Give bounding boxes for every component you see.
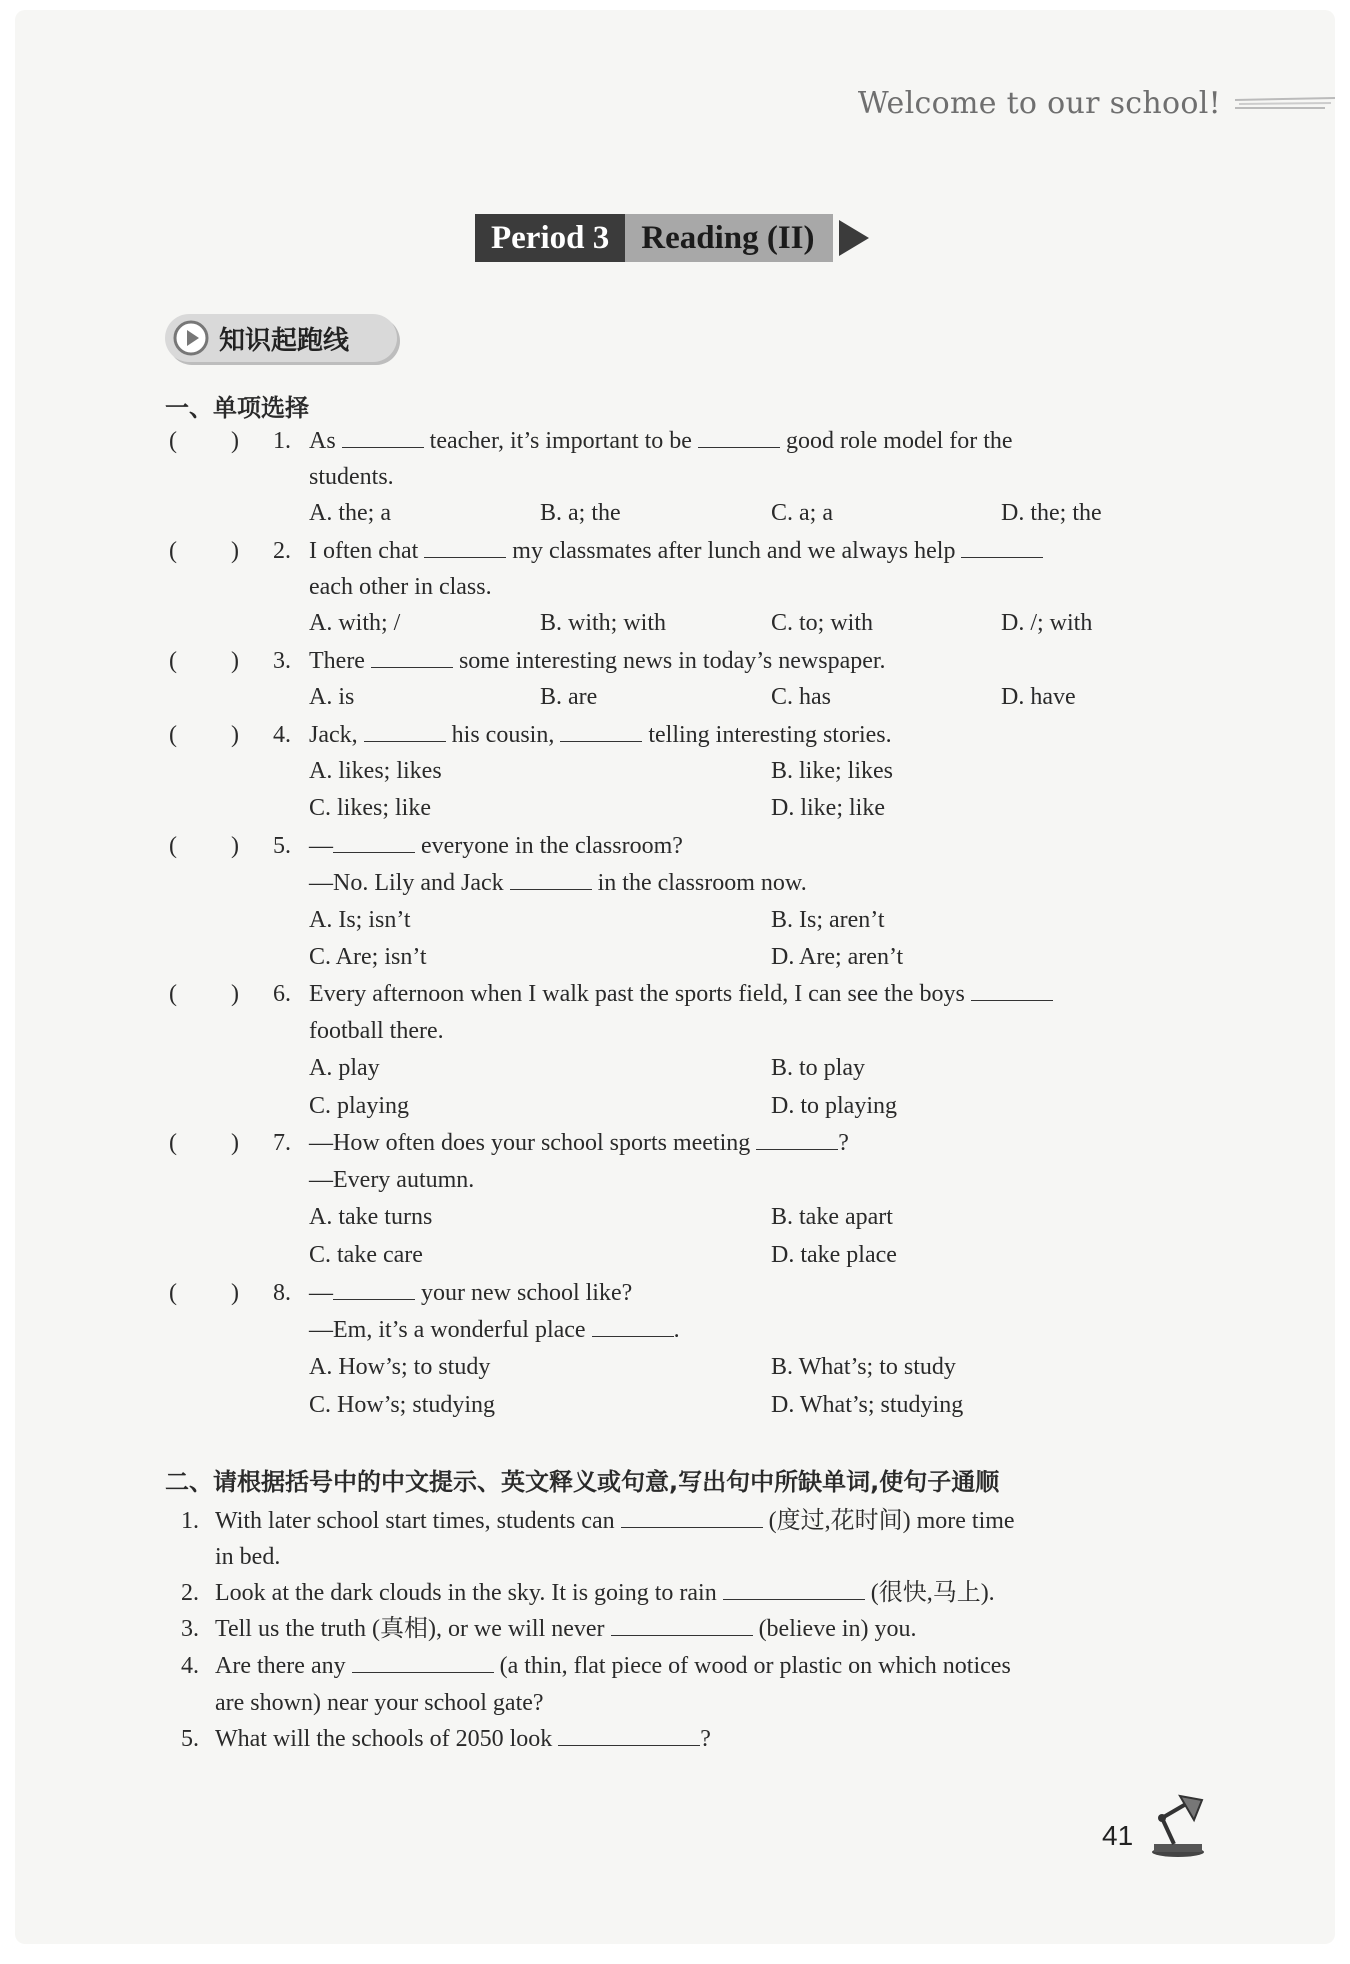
option: B. like; likes — [771, 758, 893, 784]
play-circle-icon — [173, 320, 209, 356]
option: A. likes; likes — [309, 758, 442, 784]
period-banner — [475, 214, 873, 262]
period-title: Reading (II) — [625, 214, 832, 262]
option: D. /; with — [1001, 610, 1093, 636]
option: D. the; the — [1001, 500, 1102, 526]
option: D. take place — [771, 1242, 897, 1268]
option: C. likes; like — [309, 795, 431, 821]
option: B. What’s; to study — [771, 1354, 956, 1380]
question-number: 7. — [273, 1130, 291, 1156]
answer-bracket: ( ) — [169, 833, 239, 859]
section-tag — [165, 314, 397, 362]
option: C. to; with — [771, 610, 874, 636]
fill-line: Are there any (a thin, flat piece of wood or plastic on which notices — [215, 1653, 1011, 1679]
option: A. How’s; to study — [309, 1354, 491, 1380]
question-line: I often chat my classmates after lunch and we always help — [309, 536, 1043, 566]
option: D. have — [1001, 684, 1076, 710]
option: C. has — [771, 684, 831, 710]
question-line: — your new school like? — [309, 1280, 633, 1306]
option: D. like; like — [771, 795, 885, 821]
question-number: 3. — [273, 648, 291, 674]
question-number: 1. — [273, 428, 291, 454]
option: D. Are; aren’t — [771, 944, 904, 970]
fill-number: 4. — [181, 1653, 199, 1679]
option: C. How’s; studying — [309, 1392, 496, 1418]
option: B. take apart — [771, 1204, 893, 1230]
question-line: Jack, his cousin, telling interesting stories. — [309, 722, 892, 748]
option: C. a; a — [771, 500, 833, 526]
question-continuation: —Every autumn. — [309, 1167, 475, 1193]
answer-bracket: ( ) — [169, 1280, 239, 1306]
fill-number: 5. — [181, 1726, 199, 1752]
option: A. play — [309, 1055, 380, 1081]
decorative-lines-icon — [1235, 94, 1335, 114]
desk-lamp-icon — [1140, 1790, 1210, 1860]
option: A. take turns — [309, 1204, 433, 1230]
option: C. take care — [309, 1242, 423, 1268]
arrow-right-icon — [839, 214, 873, 262]
fill-number: 2. — [181, 1580, 199, 1606]
question-line: — everyone in the classroom? — [309, 833, 683, 859]
part1-heading: 一、单项选择 — [165, 394, 309, 422]
question-number: 5. — [273, 833, 291, 859]
option: B. Is; aren’t — [771, 907, 885, 933]
running-head — [858, 86, 1335, 121]
question-continuation: football there. — [309, 1018, 444, 1044]
fill-number: 3. — [181, 1616, 199, 1642]
fill-number: 1. — [181, 1508, 199, 1534]
running-head-title: Welcome to our school! — [857, 86, 1221, 121]
answer-bracket: ( ) — [169, 428, 239, 454]
option: D. What’s; studying — [771, 1392, 964, 1418]
question-continuation: students. — [309, 464, 394, 490]
option: A. with; / — [309, 610, 401, 636]
answer-bracket: ( ) — [169, 1130, 239, 1156]
option: B. a; the — [540, 500, 621, 526]
option: D. to playing — [771, 1093, 897, 1119]
option: A. is — [309, 684, 355, 710]
section-tag-label: 知识起跑线 — [219, 325, 350, 356]
workbook-page — [15, 10, 1335, 1944]
question-continuation: —No. Lily and Jack in the classroom now. — [309, 870, 807, 896]
question-line: —How often does your school sports meeting ? — [309, 1130, 849, 1156]
page-number: 41 — [1102, 1820, 1134, 1851]
part2-heading: 二、请根据括号中的中文提示、英文释义或句意,写出句中所缺单词,使句子通顺 — [165, 1468, 1000, 1496]
option: A. the; a — [309, 500, 391, 526]
question-line: There some interesting news in today’s newspaper. — [309, 648, 886, 674]
fill-line: Tell us the truth (真相), or we will never (believe in) you. — [215, 1616, 917, 1642]
fill-line: With later school start times, students can (度过,花时间) more time — [215, 1508, 1015, 1534]
question-line: As teacher, it’s important to be good role model for the — [309, 428, 1013, 454]
question-continuation: each other in class. — [309, 574, 492, 600]
option: B. are — [540, 684, 598, 710]
option: B. with; with — [540, 610, 667, 636]
question-continuation: —Em, it’s a wonderful place . — [309, 1317, 680, 1343]
question-number: 2. — [273, 538, 291, 564]
question-number: 8. — [273, 1280, 291, 1306]
fill-continuation: are shown) near your school gate? — [215, 1690, 544, 1716]
fill-line: What will the schools of 2050 look ? — [215, 1726, 711, 1752]
period-number: Period 3 — [475, 214, 625, 262]
option: C. playing — [309, 1093, 409, 1119]
option: B. to play — [771, 1055, 865, 1081]
question-line: Every afternoon when I walk past the sports field, I can see the boys — [309, 979, 1053, 1009]
option: C. Are; isn’t — [309, 944, 427, 970]
answer-bracket: ( ) — [169, 538, 239, 564]
question-number: 4. — [273, 722, 291, 748]
answer-bracket: ( ) — [169, 722, 239, 748]
option: A. Is; isn’t — [309, 907, 411, 933]
answer-bracket: ( ) — [169, 648, 239, 674]
fill-line: Look at the dark clouds in the sky. It is going to rain (很快,马上). — [215, 1580, 995, 1606]
question-number: 6. — [273, 981, 291, 1007]
fill-continuation: in bed. — [215, 1544, 281, 1570]
answer-bracket: ( ) — [169, 981, 239, 1007]
